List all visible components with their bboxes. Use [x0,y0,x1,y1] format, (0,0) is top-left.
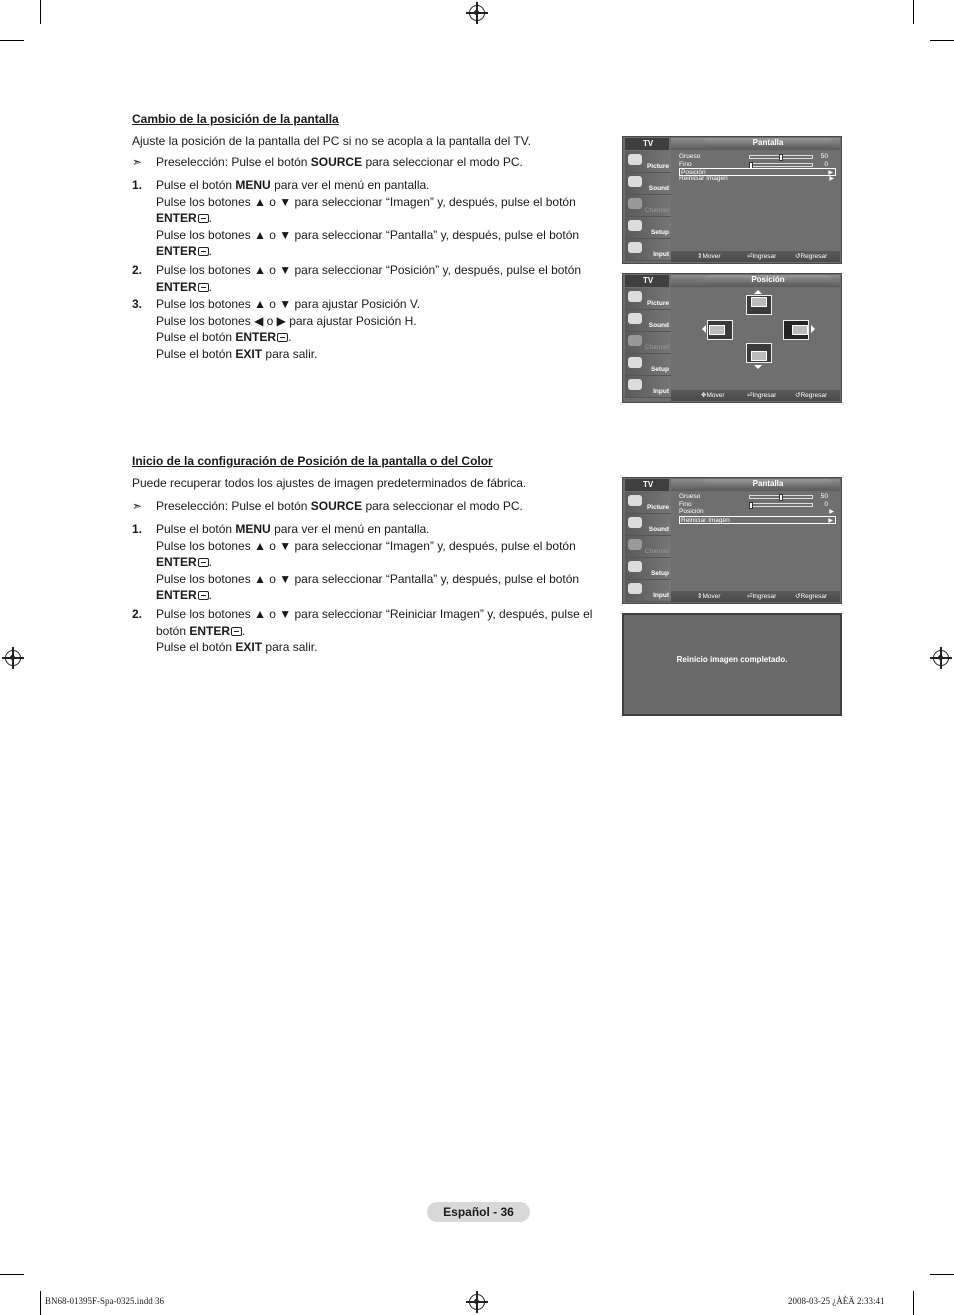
sidebar-item-input[interactable]: Input [625,239,671,261]
enter-button-icon [277,333,288,342]
step-line: Pulse el botón ENTER . [156,330,292,345]
step-item [132,606,612,656]
osd-menu [671,492,840,592]
registration-mark-icon [469,5,485,21]
osd-sidebar [625,288,671,398]
sidebar-item-picture[interactable]: Picture [625,151,671,173]
fino-slider[interactable] [749,503,813,507]
osd-footer [671,251,840,262]
step-number: 3. [132,297,143,311]
sidebar-item-sound[interactable]: Sound [625,173,671,195]
position-adjust-area [671,288,840,391]
position-down-preview [746,343,772,363]
step-line: Pulse el botón EXIT para salir. [156,640,318,655]
step-line: Pulse los botones ▲ o ▼ para seleccionar “Reiniciar Imagen” y, después, pulse el [156,607,593,621]
step-item [132,177,612,260]
registration-mark-icon [933,650,949,666]
registration-mark-icon [469,1294,485,1310]
arrow-right-icon: ▶ [829,509,834,515]
preselection-note: ➣ Preselección: Pulse el botón SOURCE para seleccionar el modo PC. [132,499,523,513]
step-item [132,296,612,362]
gear-icon [628,220,642,231]
enter-button-icon [198,247,209,256]
reset-complete-message: Reinicio imagen completado. [622,613,842,716]
slug-right: 2008-03-25 ¿ÀÈÄ 2:33:41 [788,1296,885,1306]
menu-row-fino[interactable]: Fino 0 [679,161,828,168]
enter-button-icon [198,214,209,223]
step-line: Pulse los botones ▲ o ▼ para seleccionar “Pantalla” y, después, pulse el botón [156,227,580,242]
sidebar-item-input[interactable]: Input [625,580,671,602]
enter-hint: ⏎ Ingresar [747,253,777,260]
crop-mark [930,1274,954,1275]
menu-row-posicion[interactable]: Posición ▶ [679,168,836,176]
return-hint: ↺ Regresar [795,593,828,600]
sidebar-item-channel[interactable]: Channel [625,195,671,217]
step-line: Pulse los botones ▲ o ▼ para seleccionar “Imagen” y, después, pulse el botón [156,538,576,553]
section-title: Inicio de la configuración de Posición de la pantalla o del Color [132,454,493,468]
sidebar-item-setup[interactable]: Setup [625,354,671,376]
crop-mark [0,40,24,41]
crop-mark [0,1274,24,1275]
sidebar-item-sound[interactable]: Sound [625,514,671,536]
step-number: 2. [132,607,143,621]
menu-row-posicion[interactable]: Posición ▶ [679,508,834,515]
sidebar-item-picture[interactable]: Picture [625,288,671,310]
osd-title: Posición [703,275,833,285]
step-line: Pulse los botones ▲ o ▼ para seleccionar “Posición” y, después, pulse el botón [156,263,582,277]
preselection-note: ➣ Preselección: Pulse el botón SOURCE para seleccionar el modo PC. [132,155,523,169]
step-item [132,521,612,604]
step-line: Pulse los botones ▲ o ▼ para seleccionar “Imagen” y, después, pulse el botón [156,194,576,209]
picture-icon [628,495,642,506]
step-line: Pulse el botón MENU para ver el menú en pantalla. [156,522,430,536]
arrow-down-icon[interactable] [754,365,762,369]
gear-icon [628,561,642,572]
step-line: Pulse los botones ▲ o ▼ para seleccionar “Pantalla” y, después, pulse el botón [156,571,580,586]
crop-mark [40,1291,41,1315]
channel-icon [628,539,642,550]
osd-menu [671,151,840,252]
input-icon [628,379,642,390]
slider-knob[interactable] [779,154,783,161]
step-line: Pulse los botones ▲ o ▼ para ajustar Posición V. [156,297,421,311]
arrow-right-icon: ▶ [828,518,833,524]
arrow-right-icon: ▶ [829,176,834,182]
arrow-left-icon[interactable] [702,325,706,333]
step-number: 1. [132,178,143,192]
move-hint: ⇕ Mover [697,253,721,260]
enter-button-icon [198,283,209,292]
tv-label: TV [625,275,669,287]
sound-icon [628,176,642,187]
slug-left: BN68-01395F-Spa-0325.indd 36 [45,1296,164,1306]
step-line: ENTER . [156,588,213,603]
position-left-preview [707,320,733,340]
enter-hint: ⏎ Ingresar [747,392,777,399]
channel-icon [628,335,642,346]
enter-hint: ⏎ Ingresar [747,593,777,600]
picture-icon [628,154,642,165]
gear-icon [628,357,642,368]
sidebar-item-input[interactable]: Input [625,376,671,398]
step-line: ENTER . [156,211,213,226]
fino-slider[interactable] [749,163,813,167]
step-line: botón ENTER . [156,623,246,638]
menu-row-reiniciar-imagen[interactable]: Reiniciar Imagen ▶ [679,175,834,182]
arrow-right-icon: ▶ [828,170,833,176]
arrow-right-icon[interactable] [811,325,815,333]
step-item [132,262,612,295]
input-icon [628,583,642,594]
registration-mark-icon [5,650,21,666]
picture-icon [628,291,642,302]
crop-mark [40,0,41,24]
sidebar-item-channel[interactable]: Channel [625,332,671,354]
channel-icon [628,198,642,209]
step-line: Pulse el botón MENU para ver el menú en pantalla. [156,178,430,192]
osd-screen-posicion [622,273,842,403]
tv-label: TV [625,138,669,150]
move-hint: ⇕ Mover [697,593,721,600]
menu-row-grueso[interactable]: Grueso 50 [679,493,828,500]
osd-sidebar [625,151,671,261]
return-hint: ↺ Regresar [795,392,828,399]
section-intro: Ajuste la posición de la pantalla del PC si no se acopla a la pantalla del TV. [132,134,531,148]
osd-footer [671,390,840,401]
arrow-icon: ➣ [132,155,143,169]
tv-label: TV [625,479,669,491]
osd-screen-pantalla-reset [622,477,842,604]
enter-button-icon [198,558,209,567]
position-up-preview [746,295,772,315]
return-hint: ↺ Regresar [795,253,828,260]
step-line: Pulse el botón EXIT para salir. [156,346,318,361]
menu-row-reiniciar-imagen[interactable]: Reiniciar Imagen ▶ [679,516,836,524]
sidebar-item-channel[interactable]: Channel [625,536,671,558]
osd-title: Pantalla [703,479,833,489]
grueso-slider[interactable] [749,155,813,159]
move-hint: ✥ Mover [701,392,725,399]
menu-row-fino[interactable]: Fino 0 [679,501,828,508]
section-title: Cambio de la posición de la pantalla [132,112,339,126]
sidebar-item-picture[interactable]: Picture [625,492,671,514]
crop-mark [930,40,954,41]
osd-footer [671,591,840,602]
sidebar-item-setup[interactable]: Setup [625,558,671,580]
osd-screen-pantalla [622,136,842,264]
grueso-slider[interactable] [749,495,813,499]
input-icon [628,242,642,253]
page-number: Español - 36 [427,1202,530,1222]
step-line: ENTER . [156,555,213,570]
arrow-up-icon[interactable] [754,290,762,294]
crop-mark [913,1291,914,1315]
step-number: 1. [132,522,143,536]
slider-knob[interactable] [779,494,783,501]
sound-icon [628,313,642,324]
enter-button-icon [198,591,209,600]
crop-mark [913,0,914,24]
osd-title: Pantalla [703,138,833,148]
menu-row-grueso[interactable]: Grueso 50 [679,153,828,160]
step-line: ENTER . [156,279,213,294]
position-right-preview [783,320,809,340]
section-intro: Puede recuperar todos los ajustes de imagen predeterminados de fábrica. [132,476,527,490]
step-line: Pulse los botones ◀ o ▶ para ajustar Posición H. [156,313,417,328]
step-number: 2. [132,263,143,277]
osd-sidebar [625,492,671,602]
arrow-icon: ➣ [132,499,143,513]
enter-button-icon [231,627,242,636]
sidebar-item-setup[interactable]: Setup [625,217,671,239]
sound-icon [628,517,642,528]
sidebar-item-sound[interactable]: Sound [625,310,671,332]
step-line: ENTER . [156,244,213,259]
